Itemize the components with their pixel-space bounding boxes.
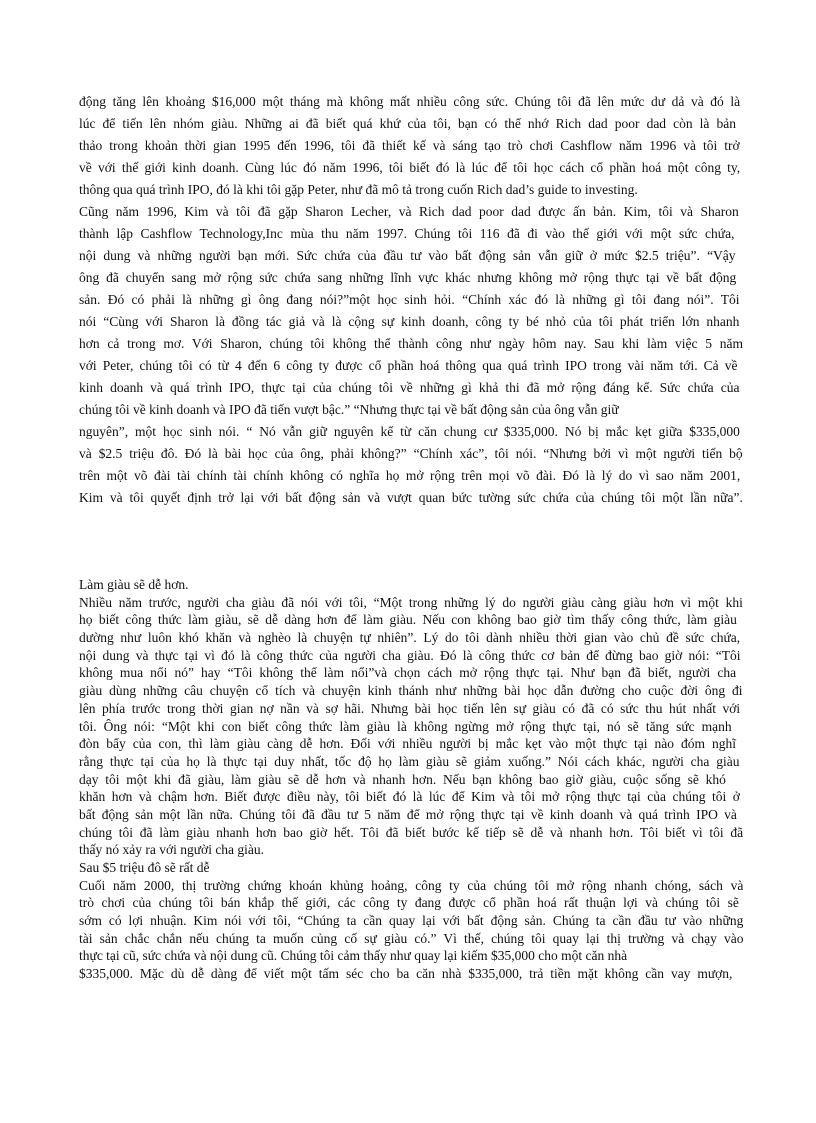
text-line: hơn cả trong mơ. Với Sharon, chúng tôi không thể thành công như ngày hôm nay. Sau khi làm việc 5 năm — [79, 336, 743, 351]
text-line: dường như luôn khó khăn và nghèo là chuyện tự nhiên”. Lý do tôi dành nhiều thời gian vào chủ đề sức chứa, — [79, 630, 741, 646]
text-line: lên phía trước trong thời gian nợ nần và sợ hãi. Nhưng bài học tiến lên sự giàu có đã có sức thu hút nhất với — [79, 700, 741, 716]
text-line: tài sản chắc chắn nếu chúng ta muốn củng cố sự giàu có.” Vì thế, chúng tôi quay lại thị trường và chạy vào — [79, 930, 743, 946]
text-line: giàu dùng những câu chuyện cổ tích và chuyện kinh thánh như những bài học dẫn đường cho cuộc đời ông đi — [79, 683, 743, 699]
text-line: Kim và tôi quyết định trở lại với bất động sản và vượt quan bức tường sức chứa của chúng tôi một lần nữa”. — [79, 490, 743, 505]
text-line: thảo trong khoản thời gian 1995 đến 1996, tôi đã thiết kế và sáng tạo trò chơi Cashflow năm 1996 và tôi trở — [79, 138, 740, 153]
text-line: ông đã chuyển sang mở rộng sức chứa sang những lĩnh vực khác nhưng không mở rộng thực tại về bất động — [79, 270, 737, 285]
text-line: thông qua quá trình IPO, đó là khi tôi gặp Peter, như đã mô tả trong cuốn Rich dad’s guide to investing. — [79, 182, 638, 197]
text-line: Cuối năm 2000, thị trường chứng khoán khủng hoảng, công ty của chúng tôi mở rộng nhanh chóng, sách và — [79, 877, 743, 893]
text-line: khăn hơn và chậm hơn. Biết được điều này, tôi biết đó là lúc để Kim và tôi mở rộng thực tại của chúng tôi ở — [79, 789, 740, 805]
text-line: lúc để tiến lên nhóm giàu. Những ai đã biết quá khứ của tôi, bạn có thể nhớ Rich dad poor dad còn là bản — [79, 116, 736, 131]
text-line: bất động sản một lần nữa. Chúng tôi đã đầu tư 5 năm để mở rộng thực tại về kinh doanh và quá trình IPO và — [79, 806, 737, 822]
text-line: và $2.5 triệu đô. Đó là bài học của ông, phải không?” “Chính xác”, tôi nói. “Nhưng bởi vì một người tiến bộ — [79, 446, 743, 461]
text-line: kinh doanh và quá trình IPO, thực tại của chúng tôi về những gì khả thi đã mở rộng đáng kể. Sức chứa của — [79, 380, 740, 395]
text-line: đòn bẩy của con, thì làm giàu càng dễ hơn. Đối với nhiều người bị mắc kẹt vào một thực tại nào đóm nghĩ — [79, 736, 737, 752]
text-line: trò chơi của chúng tôi bán khắp thế giới, các công ty đang được cổ phần hoá rất thuận lợi và chúng tôi sẽ — [79, 895, 739, 911]
text-line: $335,000. Mặc dù dễ dàng để viết một tấm séc cho ba căn nhà $335,000, trả tiền mặt không cần vay mượn, — [79, 966, 733, 982]
text-line: Nhiều năm trước, người cha giàu đã nói với tôi, “Một trong những lý do người giàu càng giàu hơn vì một khi — [79, 594, 743, 610]
text-line: sớm có lợi nhuận. Kim nói với tôi, “Chúng ta cần quay lại với bất động sản. Chúng ta cần đầu tư vào những — [79, 913, 743, 929]
paragraph-wide-spacing — [79, 91, 743, 509]
text-line: nội dung và thực tại vì đó là công thức của người cha giàu. Đó là công thức cơ bản để đừng bao giờ nói: “Tôi — [79, 647, 741, 663]
text-line: dạy tôi một khi đã giàu, làm giàu sẽ dễ hơn và nhanh hơn. Nếu bạn không bao giờ giàu, cuộc sống sẽ khó — [79, 771, 726, 787]
text-line: chúng tôi đã làm giàu nhanh hơn bao giờ hết. Tôi đã biết bước kế tiếp sẽ dễ và nhanh hơn. Tôi biết vì tôi đã — [79, 824, 743, 840]
text-line: thành lập Cashflow Technology,Inc mùa thu năm 1997. Chúng tôi 116 đã đi vào thế giới với một sức chứa, — [79, 226, 735, 241]
text-line: trên một võ đài tài chính tài chính không có nghĩa họ mở rộng trên mọi võ đài. Đó là lý do vì sao năm 2001, — [79, 468, 741, 483]
text-line: nói “Cùng với Sharon là đồng tác giả và là cộng sự kinh doanh, công ty bé nhỏ của tôi phát triển lớn nhanh — [79, 314, 740, 329]
text-line: động tăng lên khoảng $16,000 một tháng mà không mất nhiều công sức. Chúng tôi đã lên mức dư dả và đó là — [79, 94, 741, 109]
text-line: sản. Đó có phải là những gì ông đang nói?”một học sinh hỏi. “Chính xác đó là những gì tôi đang nói”. Tôi — [79, 292, 740, 307]
text-line: rằng thực tại của họ là thực tại duy nhất, tốc độ họ làm giàu sẽ giảm xuống.” Nói cách khác, người cha giàu — [79, 753, 740, 769]
text-line: Sau $5 triệu đô sẽ rất dễ — [79, 860, 210, 875]
text-line: thực tại cũ, sức chứa và nội dung cũ. Chúng tôi cảm thấy như quay lại kiếm $35,000 cho một căn nhà — [79, 948, 628, 964]
text-line: thấy nó xảy ra với người cha giàu. — [79, 842, 265, 858]
text-line: tôi. Ông nói: “Một khi con biết công thức làm giàu là không ngừng mở rộng thực tại, nó sẽ tăng sức mạnh — [79, 718, 732, 734]
text-line: về với thế giới kinh doanh. Cùng lúc đó năm 1996, tôi biết đó là lúc để tôi học cách cổ phần hoá một công ty, — [79, 160, 741, 175]
text-line: nguyên”, một học sinh nói. “ Nó vẫn giữ nguyên kể từ căn chung cư $335,000. Nó bị mắc kẹt giữa $335,000 — [79, 424, 740, 439]
text-line: không mua nổi nó” hay “Tôi không thể làm nổi”và chọn cách mở rộng thực tại. Như bạn đã biết, người cha — [79, 665, 737, 681]
text-line: nội dung và những người bạn mới. Sức chứa của đầu tư vào bất động sản vẫn giữ ở mức $2.5 triệu”. “Vậy — [79, 248, 736, 263]
text-line: họ biết công thức làm giàu, sẽ dễ dàng hơn để làm giàu. Nếu con không bao giờ tìm thấy công thức, làm giàu — [79, 612, 737, 628]
text-line: với Peter, chúng tôi có từ 4 đến 6 công ty được cổ phần hoá thông qua quá trình IPO trong vài năm tới. Cả về — [79, 358, 738, 373]
text-line: Cũng năm 1996, Kim và tôi đã gặp Sharon Lecher, và Rich dad poor dad được ấn bản. Kim, tôi và Sharon — [79, 204, 739, 219]
text-line: chúng tôi về kinh doanh và IPO đã tiến vượt bậc.” “Nhưng thực tại về bất động sản của ông vẫn giữ — [79, 402, 619, 417]
text-line: Làm giàu sẽ dễ hơn. — [79, 577, 189, 592]
paragraph-tight-spacing — [79, 576, 743, 983]
